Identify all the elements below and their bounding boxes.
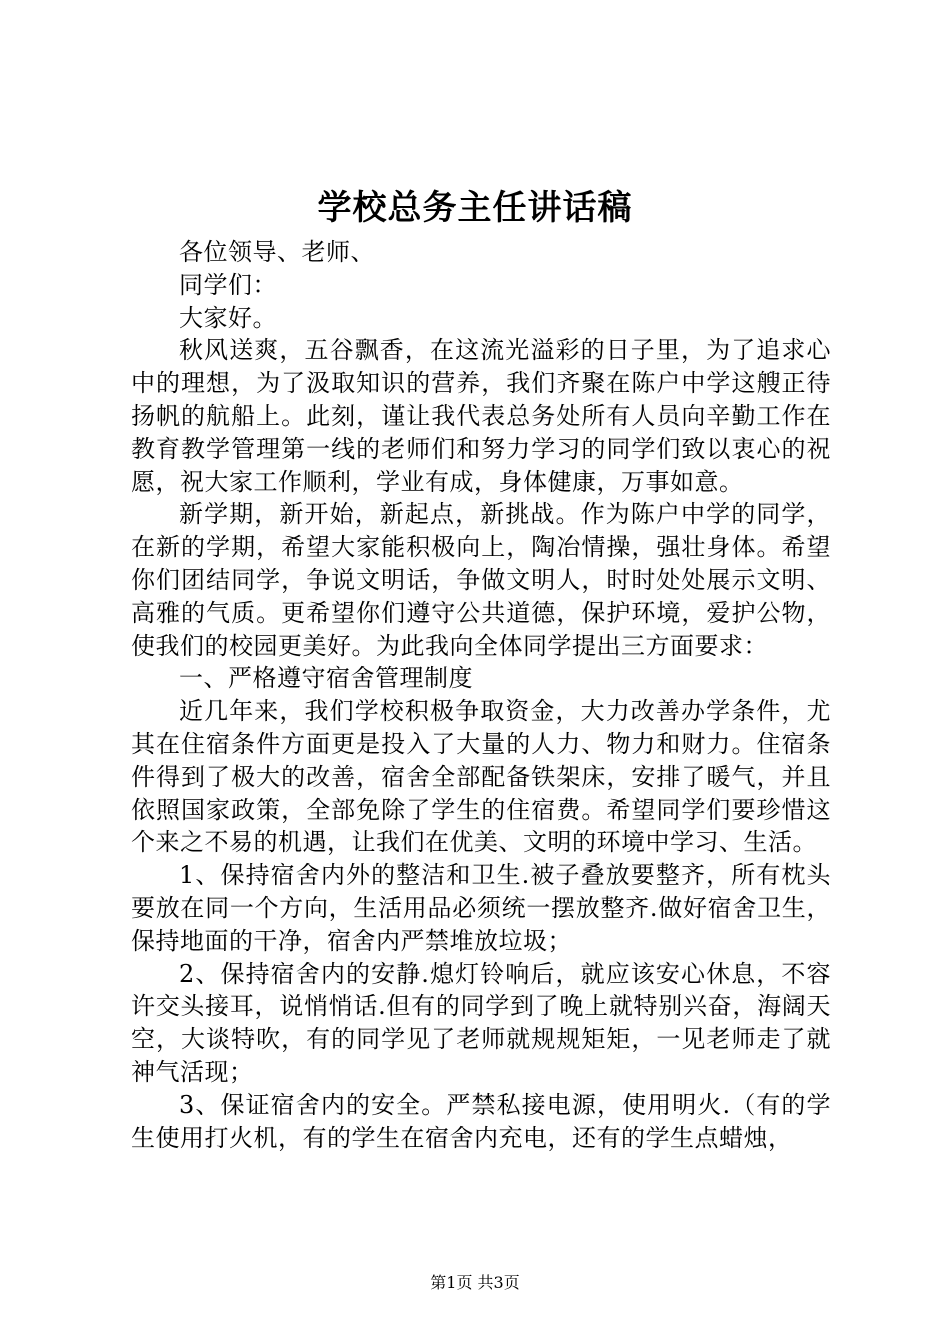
paragraph-dorm-conditions: 近几年来，我们学校积极争取资金，大力改善办学条件，尤其在住宿条件方面更是投入了大量的人力、物力和财力。住宿条件得到了极大的改善，宿舍全部配备铁架床，安排了暖气，并且依照国家政策，全部免除了学生的住宿费。希望同学们要珍惜这个来之不易的机遇，让我们在优美、文明的环境中学习、生活。	[131, 697, 831, 857]
paragraph-new-semester: 新学期，新开始，新起点，新挑战。作为陈户中学的同学，在新的学期，希望大家能积极向上，陶冶情操，强壮身体。希望你们团结同学，争说文明话，争做文明人，时时处处展示文明、高雅的气质。更希望你们遵守公共道德，保护环境，爱护公物，使我们的校园更美好。为此我向全体同学提出三方面要求：	[131, 500, 831, 660]
document-title: 学校总务主任讲话稿	[317, 188, 633, 228]
salutation-line-2: 同学们：	[179, 270, 277, 299]
page-footer: 第1页 共3页	[430, 1273, 520, 1292]
list-item-1: 1、保持宿舍内外的整洁和卫生.被子叠放要整齐，所有枕头要放在同一个方向，生活用品必须统一摆放整齐.做好宿舍卫生，保持地面的干净，宿舍内严禁堆放垃圾；	[131, 861, 831, 955]
document-body	[131, 236, 831, 1154]
section-heading-1: 一、严格遵守宿舍管理制度	[179, 664, 473, 693]
list-item-3: 3、保证宿舍内的安全。严禁私接电源，使用明火.（有的学生使用打火机，有的学生在宿舍内充电，还有的学生点蜡烛，	[131, 1090, 831, 1152]
greeting-line: 大家好。	[179, 303, 277, 332]
salutation-line-1: 各位领导、老师、	[179, 238, 375, 266]
list-item-2: 2、保持宿舍内的安静.熄灯铃响后，就应该安心休息，不容许交头接耳，说悄悄话.但有的同学到了晚上就特别兴奋，海阔天空，大谈特吹，有的同学见了老师就规规矩矩，一见老师走了就神气活现；	[131, 959, 831, 1086]
paragraph-opening: 秋风送爽，五谷飘香，在这流光溢彩的日子里，为了追求心中的理想，为了汲取知识的营养，我们齐聚在陈户中学这艘正待扬帆的航船上。此刻，谨让我代表总务处所有人员向辛勤工作在教育教学管理第一线的老师们和努力学习的同学们致以衷心的祝愿，祝大家工作顺利，学业有成，身体健康，万事如意。	[131, 336, 831, 496]
